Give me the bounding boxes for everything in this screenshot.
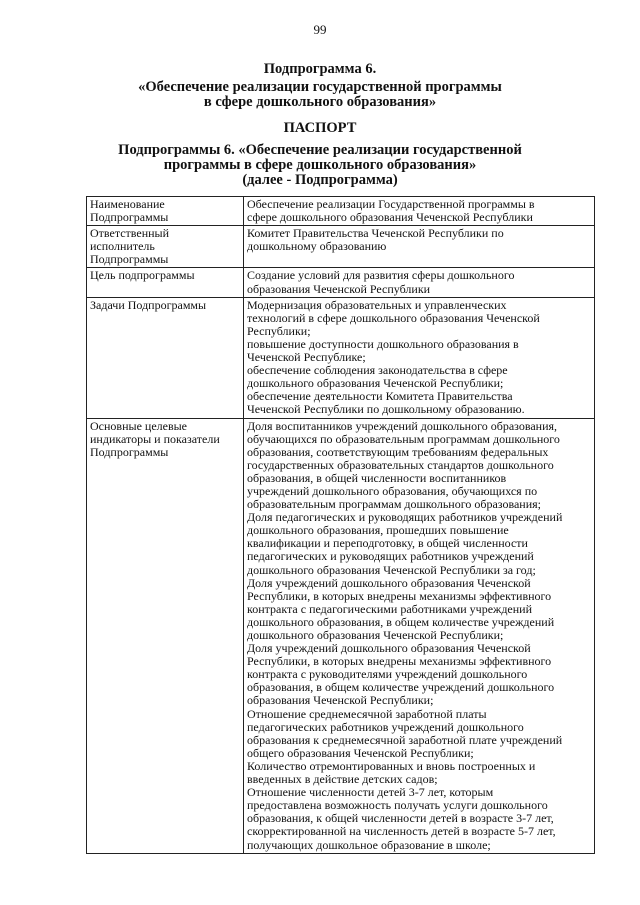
row-value-line: контракта с педагогическими работниками учреждений xyxy=(247,601,533,616)
row-value-line: дошкольному образованию xyxy=(247,239,387,254)
row-label-line: Основные целевые xyxy=(90,418,188,433)
row-value-line: образования к среднемесячной заработной плате учреждений xyxy=(247,732,563,747)
row-value-line: Модернизация образовательных и управленческих xyxy=(247,297,507,312)
row-value-line: Комитет Правительства Чеченской Республики по xyxy=(247,226,504,241)
row-label-line: индикаторы и показатели xyxy=(90,431,220,446)
row-value-line: Доля педагогических и руководящих работников учреждений xyxy=(247,510,563,525)
row-value-line: учреждений дошкольного образования, обучающихся по xyxy=(247,483,538,498)
row-value-line: дошкольного образования, прошедших повышение xyxy=(247,523,509,538)
row-value-line: образования, в общем количестве учреждений дошкольного xyxy=(247,680,555,695)
row-value-cell xyxy=(244,418,595,853)
row-value-line: введенных в действие детских садов; xyxy=(247,772,438,787)
row-value-line: сфере дошкольного образования Чеченской Республики xyxy=(247,210,533,225)
row-value-line: Республики, в которых внедрены механизмы эффективного xyxy=(247,588,552,603)
row-value-line: образования, в общей численности воспитанников xyxy=(247,470,507,485)
row-value-line: Обеспечение реализации Государственной программы в xyxy=(247,197,535,211)
row-value-line: государственных образовательных стандартов дошкольного xyxy=(247,457,554,472)
row-value-line: контракта с руководителями учреждений дошкольного xyxy=(247,667,528,682)
row-value-line: обеспечение деятельности Комитета Правительства xyxy=(247,389,513,404)
row-value-line: дошкольного образования Чеченской Республики за год; xyxy=(247,562,536,577)
subprogram-name xyxy=(0,80,640,110)
row-label-cell xyxy=(87,418,244,853)
row-value-cell xyxy=(244,197,595,226)
row-value-line: образования Чеченской Республики xyxy=(247,281,431,296)
passport-subtitle xyxy=(0,143,640,188)
table-row xyxy=(87,418,595,853)
row-value-line: Доля учреждений дошкольного образования Чеченской xyxy=(247,641,531,656)
row-value-line: скорректированной на численность детей в возрасте 5-7 лет, xyxy=(247,824,556,839)
table-row xyxy=(87,226,595,268)
passport-table-body xyxy=(87,197,595,854)
row-label-line: Цель подпрограммы xyxy=(90,268,195,283)
row-value-line: Республики, в которых внедрены механизмы эффективного xyxy=(247,654,552,669)
row-label-line: Наименование xyxy=(90,197,165,211)
passport-subtitle-line: Подпрограммы 6. «Обеспечение реализации государственной xyxy=(118,142,522,158)
row-value-line: Отношение численности детей 3-7 лет, которым xyxy=(247,785,494,800)
row-label-cell xyxy=(87,197,244,226)
row-value-cell xyxy=(244,268,595,297)
row-value-line: обеспечение соблюдения законодательства в сфере xyxy=(247,363,508,378)
row-value-line: образования Чеченской Республики; xyxy=(247,693,434,708)
row-value-line: повышение доступности дошкольного образования в xyxy=(247,336,519,351)
row-value-line: квалификации и переподготовку, в общей численности xyxy=(247,536,528,551)
row-value-line: обучающихся по образовательным программам дошкольного xyxy=(247,431,560,446)
row-label-line: Подпрограммы xyxy=(90,252,169,267)
row-value-line: педагогических работников учреждений дошкольного xyxy=(247,719,524,734)
subprogram-title xyxy=(0,62,640,77)
row-value-line: образования, соответствующим требованиям федеральных xyxy=(247,444,549,459)
row-value-line: Чеченской Республики по дошкольному образованию. xyxy=(247,402,525,417)
row-label-line: Ответственный xyxy=(90,226,170,241)
passport-subtitle-line: (далее - Подпрограмма) xyxy=(242,172,398,188)
row-value-line: Количество отремонтированных и вновь построенных и xyxy=(247,758,536,773)
subprogram-name-line: «Обеспечение реализации государственной программы xyxy=(138,79,502,95)
passport-title xyxy=(0,121,640,136)
row-value-line: образовательным программам дошкольного образования; xyxy=(247,497,541,512)
row-value-cell xyxy=(244,226,595,268)
table-row xyxy=(87,268,595,297)
row-value-line: Доля воспитанников учреждений дошкольного образования, xyxy=(247,418,558,433)
row-value-line: дошкольного образования, в общем количестве учреждений xyxy=(247,614,555,629)
row-value-line: педагогических и руководящих работников учреждений xyxy=(247,549,534,564)
row-label-line: Задачи Подпрограммы xyxy=(90,297,207,312)
row-label-line: исполнитель xyxy=(90,239,155,254)
row-label-line: Подпрограммы xyxy=(90,444,169,459)
row-label-line: Подпрограммы xyxy=(90,210,169,225)
row-value-line: получающих дошкольное образование в школе; xyxy=(247,837,491,852)
row-value-cell xyxy=(244,297,595,418)
row-label-cell xyxy=(87,268,244,297)
page-number: 99 xyxy=(313,22,327,37)
table-row xyxy=(87,197,595,226)
row-label-cell xyxy=(87,297,244,418)
row-value-line: образования, к общей численности детей в возрасте 3-7 лет, xyxy=(247,811,554,826)
row-value-line: Создание условий для развития сферы дошкольного xyxy=(247,268,515,283)
table-row xyxy=(87,297,595,418)
row-value-line: дошкольного образования Чеченской Республики; xyxy=(247,376,504,391)
row-value-line: Доля учреждений дошкольного образования Чеченской xyxy=(247,575,531,590)
passport-word: ПАСПОРТ xyxy=(283,120,357,136)
passport-subtitle-line: программы в сфере дошкольного образования» xyxy=(163,157,477,173)
row-value-line: дошкольного образования Чеченской Республики; xyxy=(247,628,504,642)
row-label-cell xyxy=(87,226,244,268)
row-value-line: общего образования Чеченской Республики; xyxy=(247,745,474,760)
passport-table xyxy=(86,196,595,854)
row-value-line: Республики; xyxy=(247,323,311,338)
row-value-line: Отношение среднемесячной заработной платы xyxy=(247,706,487,721)
subprogram-name-line: в сфере дошкольного образования» xyxy=(203,94,437,110)
row-value-line: предоставлена возможность получать услуги дошкольного xyxy=(247,798,548,813)
row-value-line: Чеченской Республике; xyxy=(247,350,366,365)
row-value-line: технологий в сфере дошкольного образования Чеченской xyxy=(247,310,540,325)
subprogram-number: Подпрограмма 6. xyxy=(263,61,377,77)
